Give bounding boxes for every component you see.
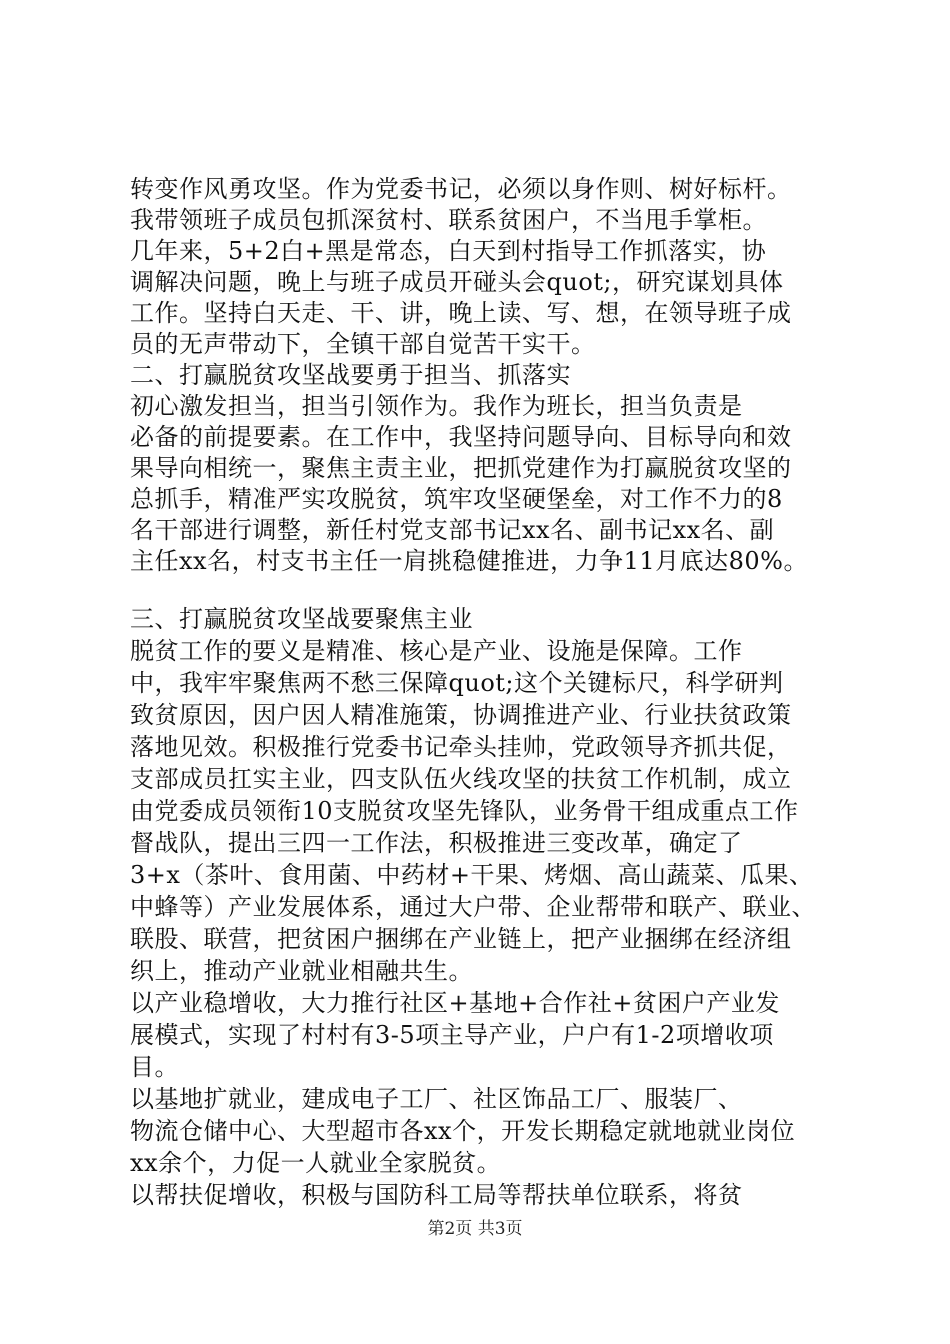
text-line: 员的无声带动下，全镇干部自觉苦干实干。 bbox=[130, 330, 596, 358]
text-line: 主任xx名，村支书主任一肩挑稳健推进，力争11月底达80%。 bbox=[130, 547, 808, 575]
text-line: 督战队，提出三四一工作法，积极推进三变改革，确定了 bbox=[130, 829, 743, 857]
text-line: 支部成员扛实主业，四支队伍火线攻坚的扶贫工作机制，成立 bbox=[130, 765, 792, 793]
text-line: 名干部进行调整，新任村党支部书记xx名、副书记xx名、副 bbox=[130, 516, 775, 544]
text-line: 几年来，5+2白+黑是常态，白天到村指导工作抓落实，协 bbox=[130, 237, 767, 265]
text-line: 脱贫工作的要义是精准、核心是产业、设施是保障。工作 bbox=[130, 637, 743, 665]
text-line: 以基地扩就业，建成电子工厂、社区饰品工厂、服装厂、 bbox=[130, 1085, 743, 1113]
text-line: 工作。坚持白天走、干、讲，晚上读、写、想，在领导班子成 bbox=[130, 299, 792, 327]
text-line: xx余个，力促一人就业全家脱贫。 bbox=[130, 1149, 502, 1177]
text-line: 我带领班子成员包抓深贫村、联系贫困户，不当甩手掌柜。 bbox=[130, 206, 767, 234]
text-line: 调解决问题，晚上与班子成员开碰头会quot;，研究谋划具体 bbox=[130, 268, 784, 296]
text-line: 初心激发担当，担当引领作为。我作为班长，担当负责是 bbox=[130, 392, 743, 420]
text-line: 由党委成员领衔10支脱贫攻坚先锋队，业务骨干组成重点工作 bbox=[130, 797, 799, 825]
text-line: 以帮扶促增收，积极与国防科工局等帮扶单位联系，将贫 bbox=[130, 1181, 743, 1209]
text-line: 以产业稳增收，大力推行社区+基地+合作社+贫困户产业发 bbox=[130, 989, 780, 1017]
page-number-footer: 第2页 共3页 bbox=[427, 1219, 523, 1239]
text-line: 中蜂等）产业发展体系，通过大户带、企业帮带和联产、联业、 bbox=[130, 893, 816, 921]
text-line: 3+x（茶叶、食用菌、中药材+干果、烤烟、高山蔬菜、瓜果、 bbox=[130, 861, 814, 889]
text-line: 中，我牢牢聚焦两不愁三保障quot;这个关键标尺，科学研判 bbox=[130, 669, 784, 697]
text-line: 转变作风勇攻坚。作为党委书记，必须以身作则、树好标杆。 bbox=[130, 175, 792, 203]
text-line: 目。 bbox=[130, 1053, 179, 1081]
text-line: 落地见效。积极推行党委书记牵头挂帅，党政领导齐抓共促， bbox=[130, 733, 792, 761]
text-line: 果导向相统一，聚焦主责主业，把抓党建作为打赢脱贫攻坚的 bbox=[130, 454, 792, 482]
text-line: 织上，推动产业就业相融共生。 bbox=[130, 957, 473, 985]
text-line: 物流仓储中心、大型超市各xx个，开发长期稳定就地就业岗位 bbox=[130, 1117, 796, 1145]
section-heading: 二、打赢脱贫攻坚战要勇于担当、抓落实 bbox=[130, 361, 571, 389]
text-line: 联股、联营，把贫困户捆绑在产业链上，把产业捆绑在经济组 bbox=[130, 925, 792, 953]
section-heading: 三、打赢脱贫攻坚战要聚焦主业 bbox=[130, 605, 473, 633]
text-line: 总抓手，精准严实攻脱贫，筑牢攻坚硬堡垒，对工作不力的8 bbox=[130, 485, 783, 513]
text-line: 必备的前提要素。在工作中，我坚持问题导向、目标导向和效 bbox=[130, 423, 792, 451]
text-line: 展模式，实现了村村有3-5项主导产业，户户有1-2项增收项 bbox=[130, 1021, 774, 1049]
text-line: 致贫原因，因户因人精准施策，协调推进产业、行业扶贫政策 bbox=[130, 701, 792, 729]
